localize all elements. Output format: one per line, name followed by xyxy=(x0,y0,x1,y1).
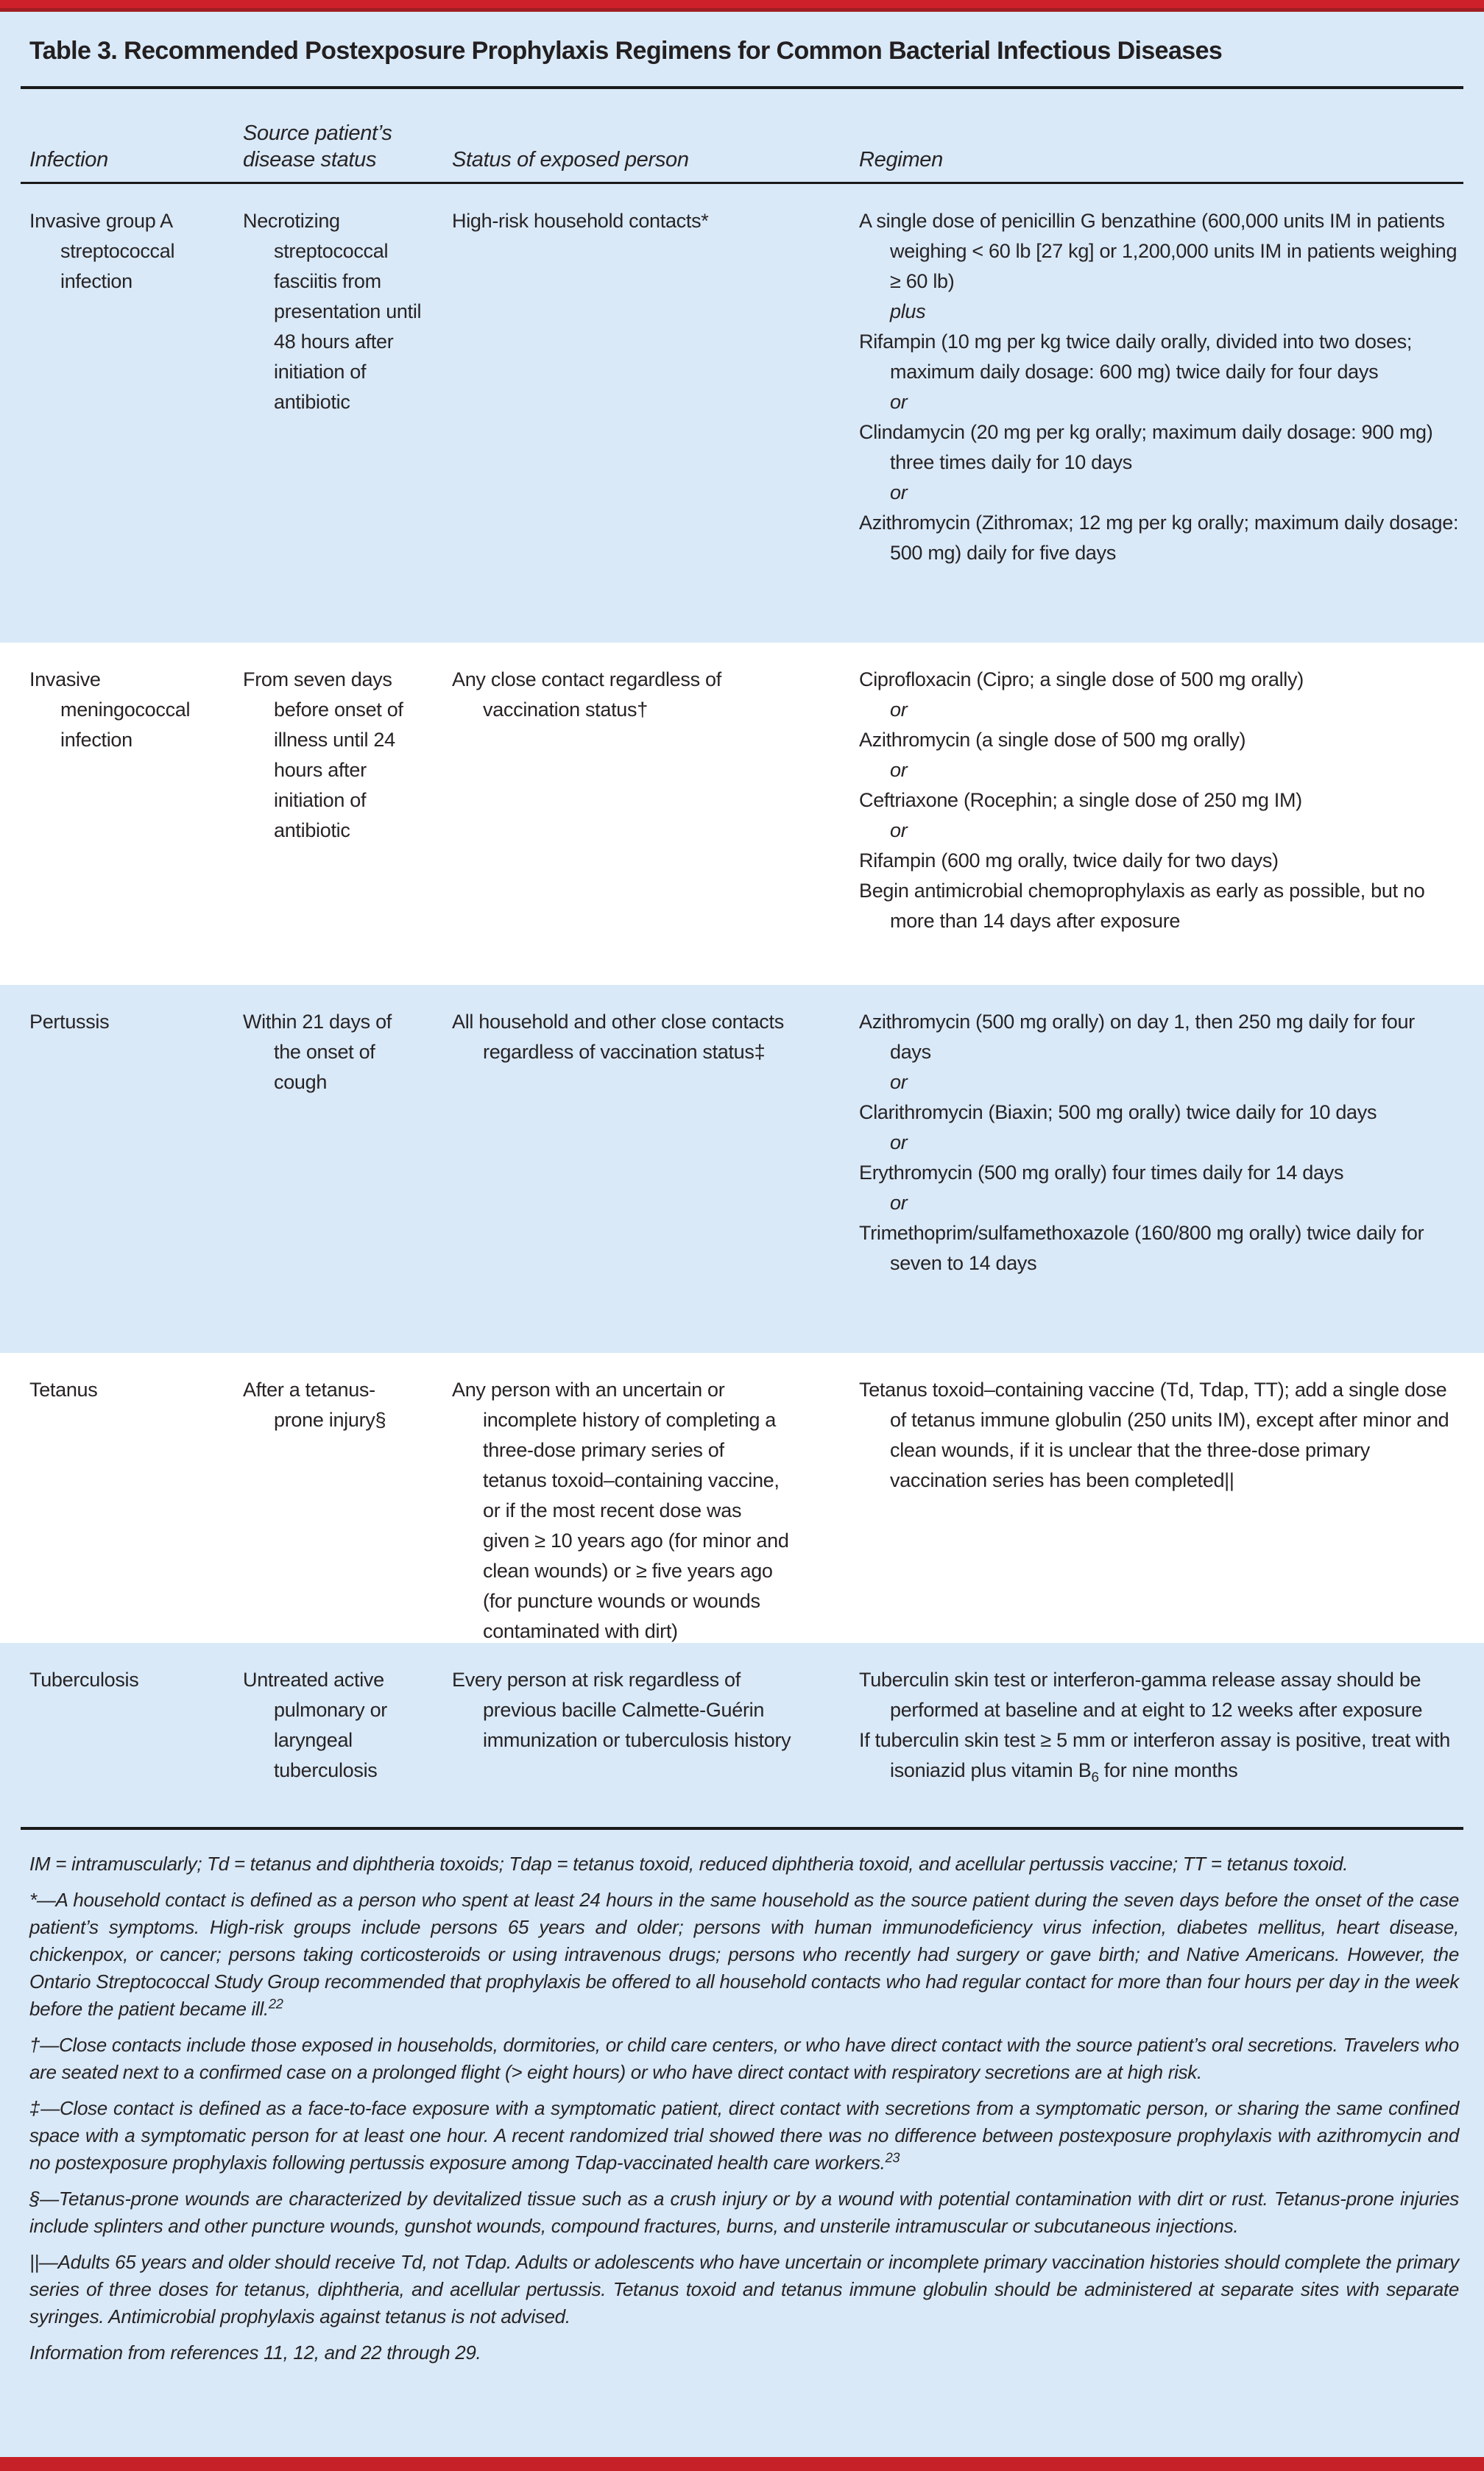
source-status-text: Within 21 days of the onset of cough xyxy=(243,1011,392,1093)
exposed-status-text: All household and other close contacts regardless of vaccination status‡ xyxy=(452,1011,784,1063)
table-title: Table 3. Recommended Postexposure Prophylaxis Regimens for Common Bacterial Infectious Diseases xyxy=(29,37,1223,65)
infection-name: Tuberculosis xyxy=(29,1669,139,1691)
regimen-connector: plus xyxy=(890,300,926,322)
regimen-connector: or xyxy=(890,699,908,721)
regimen-text-pre: If tuberculin skin test ≥ 5 mm or interferon assay is positive, treat with isoniazid plus vitamin B xyxy=(859,1729,1450,1781)
column-header-row xyxy=(0,89,1484,182)
regimen-connector: or xyxy=(890,1071,908,1093)
regimen-item: Erythromycin (500 mg orally) four times daily for 14 days xyxy=(859,1162,1344,1184)
table-row-meningococcal xyxy=(0,643,1484,985)
regimen-connector: or xyxy=(890,819,908,841)
regimen-cell xyxy=(859,1665,1463,1827)
regimen-cell xyxy=(859,206,1463,643)
reference-superscript: 22 xyxy=(268,1996,283,2012)
exposed-status-cell xyxy=(452,1665,859,1827)
table-row-tetanus xyxy=(0,1353,1484,1643)
regimen-item: Rifampin (10 mg per kg twice daily orally, divided into two doses; maximum daily dosage: 600 mg) twice daily for four days xyxy=(859,330,1413,383)
regimen-item: Trimethoprim/sulfamethoxazole (160/800 mg orally) twice daily for seven to 14 days xyxy=(859,1222,1424,1274)
table-row-tuberculosis xyxy=(0,1643,1484,1827)
footnote-parallel: ||—Adults 65 years and older should receive Td, not Tdap. Adults or adolescents who have uncertain or incomplete primary vaccination histories should complete the primary series of three doses for tetanus, diphtheria, and acellular pertussis. Tetanus toxoid and tetanus immune globulin should be administered at separate sites with separate syringes. Antimicrobial prophylaxis against tetanus is not advised. xyxy=(29,2251,1459,2327)
column-header-source-status: Source patient’s disease status xyxy=(243,121,392,172)
column-header-regimen: Regimen xyxy=(859,148,943,172)
regimen-item: Tuberculin skin test or interferon-gamma release assay should be performed at baseline and at eight to 12 weeks after exposure xyxy=(859,1669,1423,1721)
footnotes-block xyxy=(0,1830,1484,2366)
footnote-information-source: Information from references 11, 12, and 22 through 29. xyxy=(29,2341,481,2364)
regimen-connector: or xyxy=(890,759,908,781)
table-title-block xyxy=(0,12,1484,86)
regimen-item: Clarithromycin (Biaxin; 500 mg orally) twice daily for 10 days xyxy=(859,1101,1377,1123)
reference-superscript: 23 xyxy=(885,2150,900,2166)
bottom-red-accent-bar xyxy=(0,2457,1484,2471)
regimen-text-post: for nine months xyxy=(1098,1759,1238,1781)
exposed-status-text: Any person with an uncertain or incomplete history of completing a three-dose primary series of tetanus toxoid–containing vaccine, or if the most recent dose was given ≥ 10 years ago (for minor and clean wounds) or ≥ five years ago (for puncture wounds or wounds contaminated with dirt) xyxy=(452,1379,789,1642)
column-header-infection: Infection xyxy=(29,148,108,172)
regimen-connector: or xyxy=(890,1131,908,1153)
regimen-item: Begin antimicrobial chemoprophylaxis as early as possible, but no more than 14 days after exposure xyxy=(859,880,1425,932)
infection-name: Invasive meningococcal infection xyxy=(29,668,191,751)
regimen-cell xyxy=(859,665,1463,985)
exposed-status-cell xyxy=(452,206,859,643)
exposed-status-text: High-risk household contacts* xyxy=(452,210,709,232)
regimen-item: A single dose of penicillin G benzathine (600,000 units IM in patients weighing < 60 lb [27 kg] or 1,200,000 units IM in patients weighing ≥ 60 lb) xyxy=(859,210,1458,292)
regimen-cell xyxy=(859,1375,1463,1647)
regimen-item: Azithromycin (a single dose of 500 mg orally) xyxy=(859,729,1246,751)
footnote-dagger: †—Close contacts include those exposed in households, dormitories, or child care centers, or who have direct contact with the source patient’s oral secretions. Travelers who are seated next to a confirmed case on a prolonged flight (> eight hours) or who have direct contact with respiratory secretions are at high risk. xyxy=(29,2034,1459,2083)
source-status-cell xyxy=(243,1375,452,1647)
regimen-item: Ceftriaxone (Rocephin; a single dose of 250 mg IM) xyxy=(859,789,1302,811)
source-status-cell xyxy=(243,1665,452,1827)
regimen-connector: or xyxy=(890,391,908,413)
vitamin-b6-subscript: 6 xyxy=(1091,1770,1099,1786)
regimen-item: Ciprofloxacin (Cipro; a single dose of 500 mg orally) xyxy=(859,668,1304,690)
source-status-text: Untreated active pulmonary or laryngeal tuberculosis xyxy=(243,1669,387,1781)
table-row-streptococcal xyxy=(0,184,1484,643)
regimen-item-with-subscript xyxy=(859,1725,1460,1786)
exposed-status-cell xyxy=(452,1007,859,1353)
exposed-status-cell xyxy=(452,1375,859,1647)
infection-cell xyxy=(21,665,243,985)
infection-cell xyxy=(21,1375,243,1647)
infection-name: Pertussis xyxy=(29,1011,110,1033)
regimen-item: Azithromycin (500 mg orally) on day 1, then 250 mg daily for four days xyxy=(859,1011,1415,1063)
footnote-abbreviations: IM = intramuscularly; Td = tetanus and diphtheria toxoids; Tdap = tetanus toxoid, reduced diphtheria toxoid, and acellular pertussis vaccine; TT = tetanus toxoid. xyxy=(29,1853,1349,1875)
regimen-connector: or xyxy=(890,481,908,503)
regimen-cell xyxy=(859,1007,1463,1353)
regimen-item: Tetanus toxoid–containing vaccine (Td, Tdap, TT); add a single dose of tetanus immune globulin (250 units IM), except after minor and clean wounds, if it is unclear that the three-dose primary vaccination series has been completed|| xyxy=(859,1379,1449,1491)
top-red-accent-bar xyxy=(0,0,1484,12)
infection-name: Invasive group A streptococcal infection xyxy=(29,210,175,292)
regimen-item: Clindamycin (20 mg per kg orally; maximum daily dosage: 900 mg) three times daily for 10 days xyxy=(859,421,1433,473)
exposed-status-text: Any close contact regardless of vaccination status† xyxy=(452,668,721,721)
source-status-cell xyxy=(243,206,452,643)
table-row-pertussis xyxy=(0,985,1484,1353)
infection-cell xyxy=(21,1665,243,1827)
footnote-asterisk: *—A household contact is defined as a person who spent at least 24 hours in the same household as the source patient during the seven days before the onset of the case patient’s symptoms. High-risk groups include persons 65 years and older; persons with human immunodeficiency virus infection, diabetes mellitus, heart disease, chickenpox, or cancer; persons taking corticosteroids or using intravenous drugs; persons who recently had surgery or gave birth; and Native Americans. However, the Ontario Streptococcal Study Group recommended that prophylaxis be offered to all household contacts who had regular contact for more than four hours per day in the week before the patient became ill.$^{22}$ xyxy=(29,1889,1459,2020)
infection-cell xyxy=(21,206,243,643)
regimen-connector: or xyxy=(890,1192,908,1214)
source-status-text: Necrotizing streptococcal fasciitis from presentation until 48 hours after initiation of antibiotic xyxy=(243,210,422,413)
column-header-exposed-status: Status of exposed person xyxy=(452,148,689,172)
infection-cell xyxy=(21,1007,243,1353)
regimen-item: Azithromycin (Zithromax; 12 mg per kg orally; maximum daily dosage: 500 mg) daily for five days xyxy=(859,512,1459,564)
footnote-section: §—Tetanus-prone wounds are characterized by devitalized tissue such as a crush injury or by a wound with potential contamination with dirt or rust. Tetanus-prone injuries include splinters and other puncture wounds, gunshot wounds, compound fractures, burns, and unsterile intramuscular or subcutaneous injections. xyxy=(29,2188,1459,2237)
exposed-status-cell xyxy=(452,665,859,985)
source-status-cell xyxy=(243,665,452,985)
footnote-double-dagger: ‡—Close contact is defined as a face-to-face exposure with a symptomatic patient, direct contact with secretions from a symptomatic person, or sharing the same confined space with a symptomatic person for at least one hour. A recent randomized trial showed there was no difference between postexposure prophylaxis with azithromycin and no postexposure prophylaxis following pertussis exposure among Tdap-vaccinated health care workers.$^{23}$ xyxy=(29,2097,1459,2174)
source-status-text: From seven days before onset of illness until 24 hours after initiation of antibiotic xyxy=(243,668,403,841)
regimen-item: Rifampin (600 mg orally, twice daily for two days) xyxy=(859,849,1279,872)
source-status-text: After a tetanus-prone injury§ xyxy=(243,1379,386,1431)
source-status-cell xyxy=(243,1007,452,1353)
exposed-status-text: Every person at risk regardless of previous bacille Calmette-Guérin immunization or tuberculosis history xyxy=(452,1669,791,1751)
infection-name: Tetanus xyxy=(29,1379,98,1401)
